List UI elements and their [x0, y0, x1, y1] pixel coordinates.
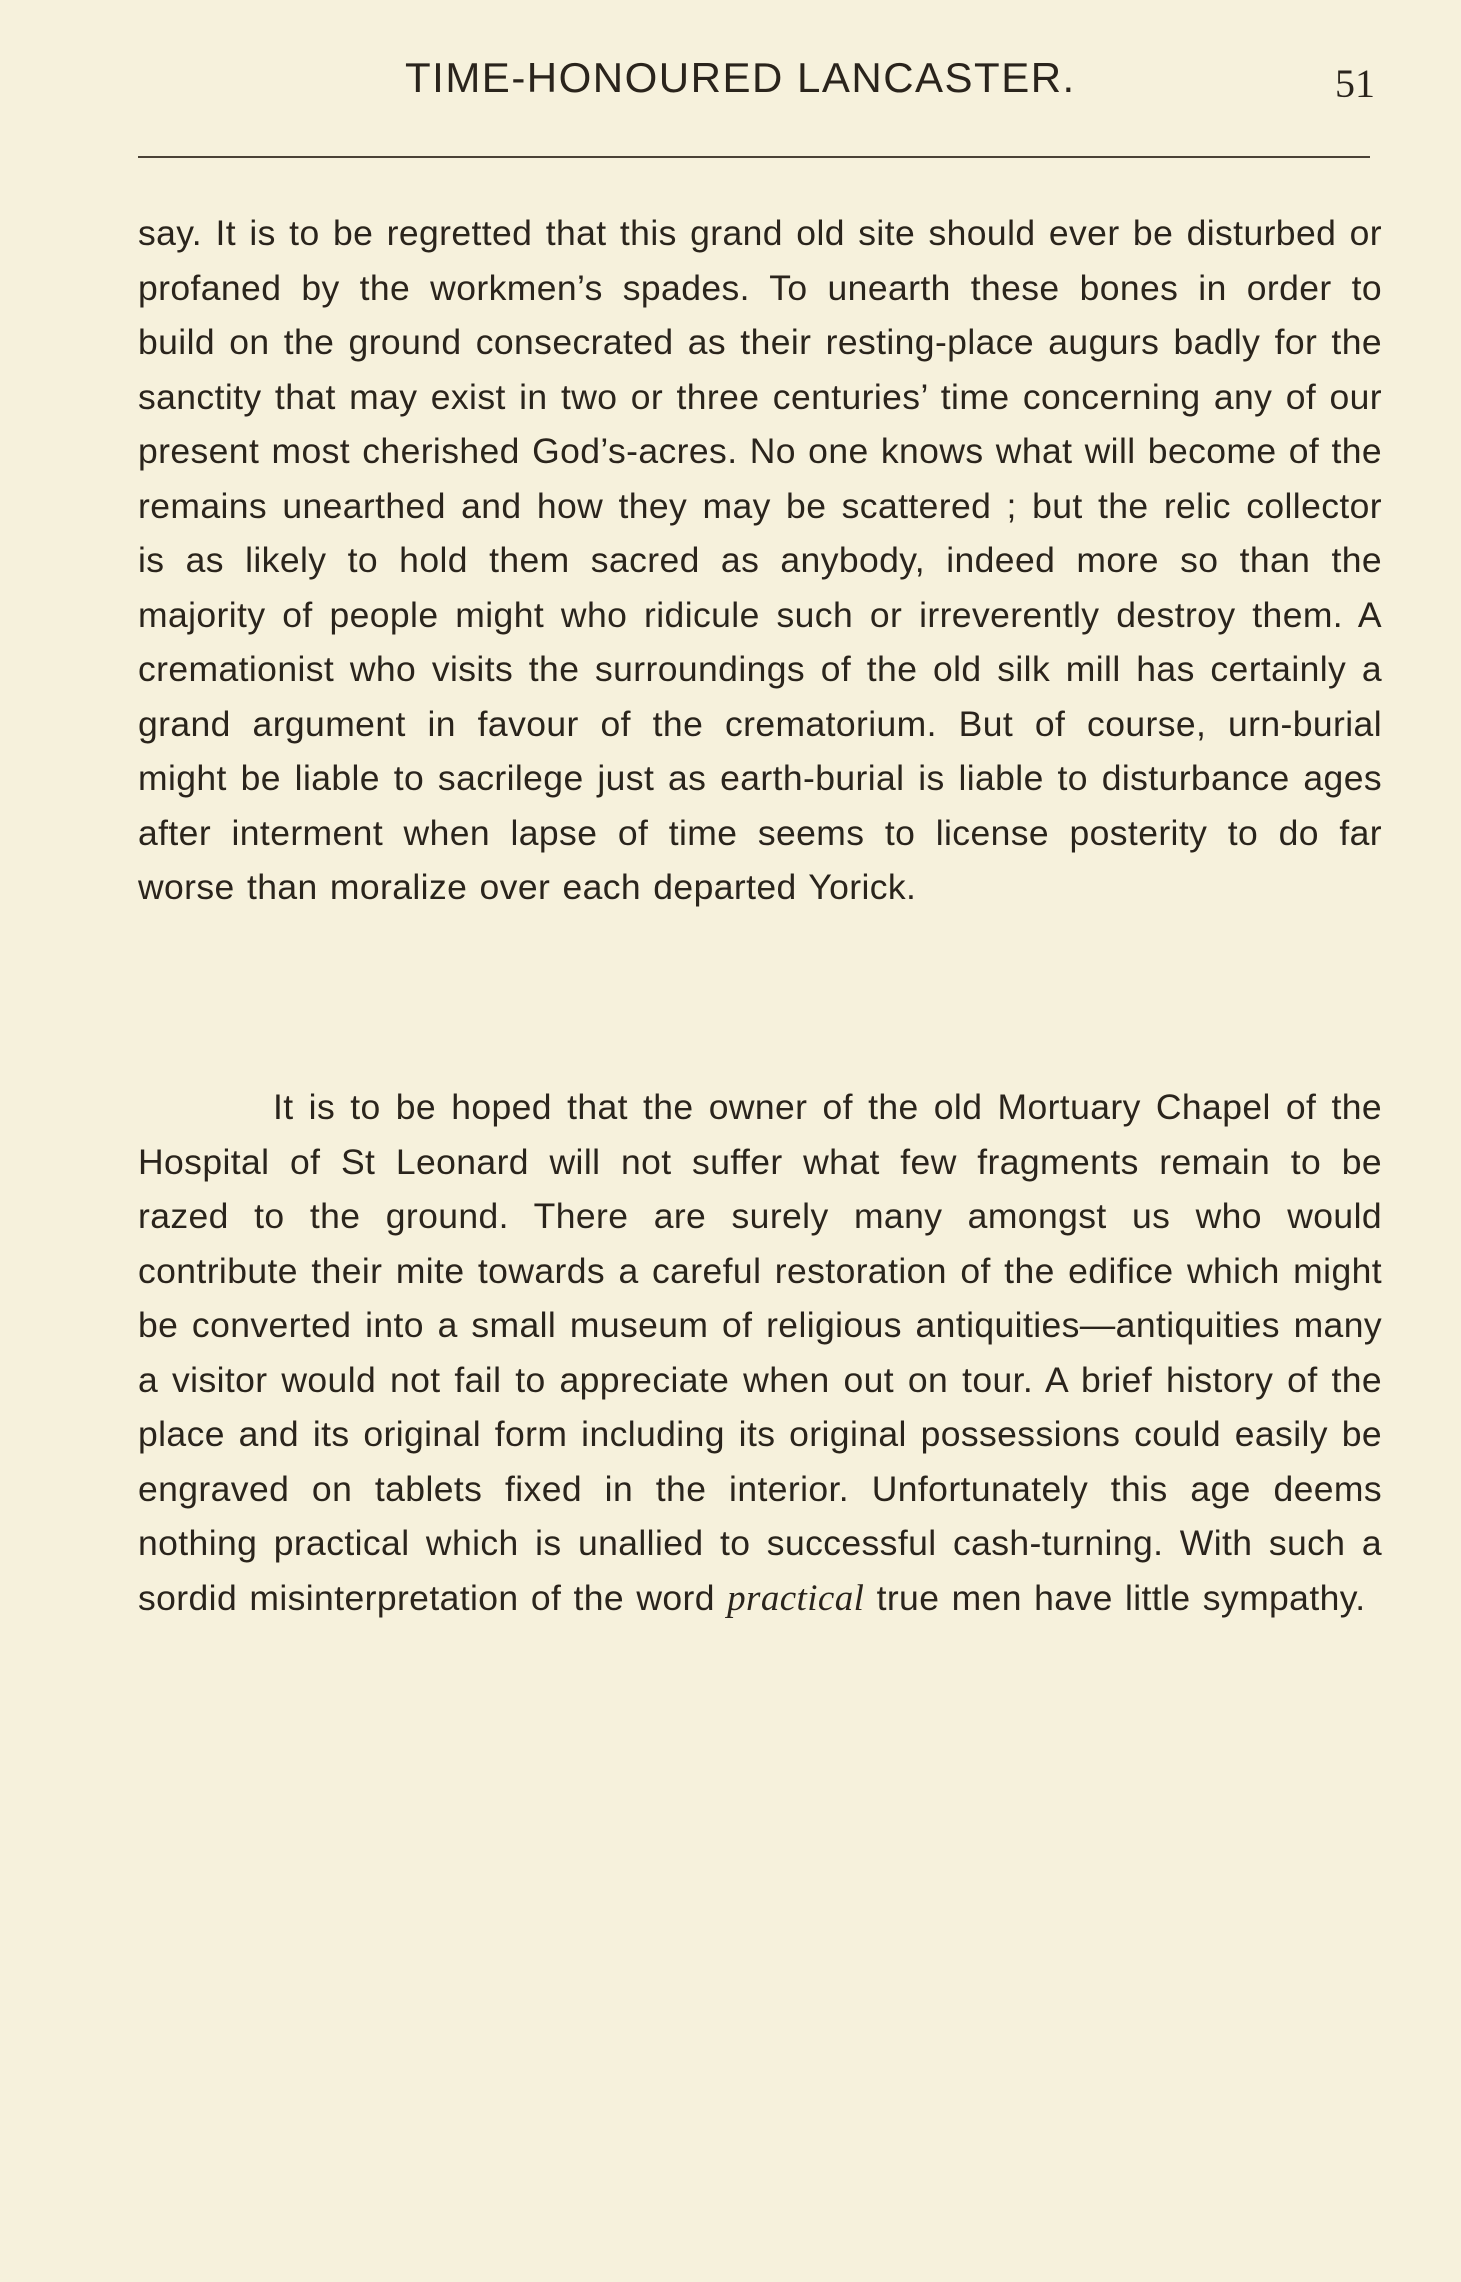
paragraph-2-text-after: true men have little sympathy. [864, 1577, 1366, 1618]
running-header [140, 48, 1375, 108]
paragraph-2-text-before: It is to be hoped that the owner of the old Mortuary Chapel of the Hospital of St Leonard will not suffer what few fragments remain to be razed to the ground. There are surely many amongst us who would contribute their mite towards a careful restoration of the edifice which might be converted into a small museum of religious antiquities—antiquities many a visitor would not fail to appreciate when out on tour. A brief history of the place and its original form including its original possessions could easily be engraved on tablets fixed in the interior. Unfortunately this age deems nothing practical which is unallied to successful cash-turning. With such a sordid misinterpretation of the word [138, 1087, 1382, 1618]
running-title: TIME-HONOURED LANCASTER. [405, 54, 1076, 101]
italic-word: practical [727, 1577, 865, 1619]
paragraph-2 [138, 1080, 1382, 1626]
header-rule [138, 156, 1370, 158]
page-number: 51 [1335, 61, 1375, 106]
paragraph-1: say. It is to be regretted that this grand old site should ever be disturbed or profaned by the workmen’s spades. To unearth these bones in order to build on the ground consecrated as their resting-place augurs badly for the sanctity that may exist in two or three centuries’ time concerning any of our present most cherished God’s-acres. No one knows what will become of the remains unearthed and how they may be scattered ; but the relic collector is as likely to hold them sacred as anybody, indeed more so than the majority of people might who ridicule such or irreverently destroy them. A cremationist who visits the surroundings of the old silk mill has certainly a grand argument in favour of the crematorium. But of course, urn-burial might be liable to sacrilege just as earth-burial is liable to disturbance ages after interment when lapse of time seems to license posterity to do far worse than moralize over each departed Yorick. [138, 213, 1382, 907]
